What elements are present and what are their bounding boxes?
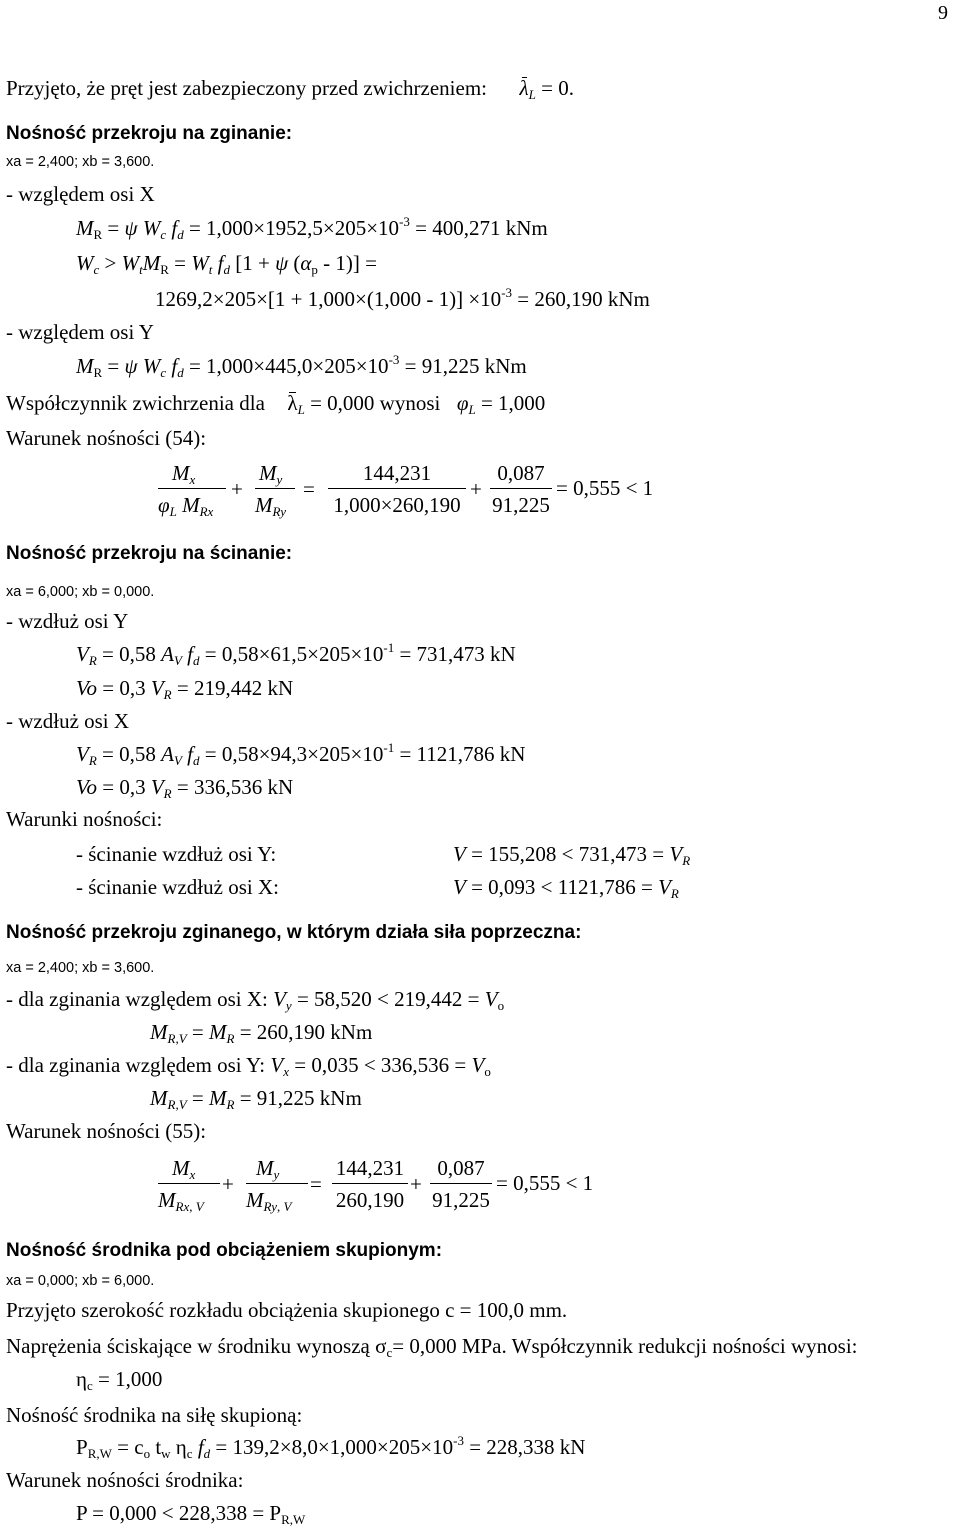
along-axis-y: - wzdłuż osi Y — [6, 609, 129, 633]
load-width: Przyjęto szerokość rozkładu obciążenia skupionego c = 100,0 mm. — [6, 1298, 568, 1322]
along-axis-x: - wzdłuż osi X — [6, 709, 130, 733]
page-number: 9 — [938, 2, 948, 24]
mrv-y: $M_{R,V} = M_R = 91,225$ kNm — [150, 1086, 362, 1112]
wc-formula: $W_c > W_tM_R = W_t$ $f_d$ [1 + ψ $(\alpha_p - 1)$] = — [76, 251, 377, 277]
mrv-x: $M_{R,V} = M_R = 260,190$ kNm — [150, 1020, 373, 1046]
mr-y-formula: $M_R = \psi$ $W_c$ $f_d = 1,000\times 445,0\times 205\times 10^{-3} = 91,225$ kNm — [76, 352, 527, 380]
web-condition-label: Warunek nośności środnika: — [6, 1468, 244, 1492]
bending-y-shear: - dla zginania względem osi Y: $V_x = 0,035 < 336,536 = V_o$ — [6, 1053, 491, 1079]
heading-shear: Nośność przekroju na ścinanie: — [6, 543, 293, 564]
shear-y-label: - ścinanie wzdłuż osi Y: — [76, 842, 277, 866]
condition-54: Warunek nośności (54): — [6, 426, 207, 450]
vr-x-formula: $V_R = 0,58$ $A_V$ $f_d = 0,58\times 94,3\times 205\times 10^{-1} = 1121,786$ kN — [76, 740, 526, 768]
lateral-buckling-coefficient: Współczynnik zwichrzenia dla $\lambda_L = 0,000$ wynosi $\varphi_L = 1,000$ — [6, 391, 546, 417]
vr-y-formula: $V_R = 0,58$ $A_V$ $f_d = 0,58\times 61,5\times 205\times 10^{-1} = 731,473$ kN — [76, 640, 516, 668]
heading-bending-shear: Nośność przekroju zginanego, w którym działa siła poprzeczna: — [6, 922, 582, 943]
bending-x-shear: - dla zginania względem osi X: $V_y = 58,520 < 219,442 = V_o$ — [6, 987, 505, 1013]
condition-55: Warunek nośności (55): — [6, 1119, 207, 1143]
heading-bending: Nośność przekroju na zginanie: — [6, 123, 293, 144]
xa-xb-3: xa = 2,400; xb = 3,600. — [6, 960, 155, 976]
xa-xb-4: xa = 0,000; xb = 6,000. — [6, 1273, 155, 1289]
web-condition-check: $P = 0,000 < 228,338 = P_{R,W}$ — [76, 1501, 306, 1527]
compressive-stress: Naprężenia ściskające w środniku wynoszą $\sigma_c= 0,000$ MPa. Współczynnik redukcji nośności wynosi: — [6, 1334, 858, 1360]
about-axis-y: - względem osi Y — [6, 320, 154, 344]
shear-x-label: - ścinanie wzdłuż osi X: — [76, 875, 279, 899]
shear-y-check: $V = 155,208 < 731,473 = V_R$ — [453, 842, 691, 868]
xa-xb-2: xa = 6,000; xb = 0,000. — [6, 584, 155, 600]
xa-xb-1: xa = 2,400; xb = 3,600. — [6, 154, 155, 170]
prw-formula: $P_{R,W} = c_o$ $t_w$ $\eta_c$ $f_d = 139,2\times 8,0\times 1,000\times 205\times 10^{-3} = 228,338$ kN — [76, 1433, 586, 1461]
eta-value: $\eta_c = 1,000$ — [76, 1367, 163, 1393]
mr-x-formula: $M_R = \psi$ $W_c$ $f_d = 1,000\times 1952,5\times 205\times 10^{-3} = 400,271$ kNm — [76, 214, 548, 242]
wc-formula-2: $1269,2\times 205\times[1 + 1,000\times(1,000 - 1)] \times 10^{-3} = 260,190$ kNm — [155, 285, 650, 311]
heading-web: Nośność środnika pod obciążeniem skupionym: — [6, 1240, 443, 1261]
shear-x-check: $V = 0,093 < 1121,786 = V_R$ — [453, 875, 679, 901]
vo-y-formula: Vo = 0,3 $V_R = 219,442$ kN — [76, 676, 294, 702]
about-axis-x: - względem osi X — [6, 182, 155, 206]
conditions-label: Warunki nośności: — [6, 807, 163, 831]
web-capacity-label: Nośność środnika na siłę skupioną: — [6, 1403, 303, 1427]
vo-x-formula: Vo = 0,3 $V_R = 336,536$ kN — [76, 775, 294, 801]
assumption-text: Przyjęto, że pręt jest zabezpieczony przed zwichrzeniem: $\lambda_L = 0$. — [6, 76, 574, 102]
